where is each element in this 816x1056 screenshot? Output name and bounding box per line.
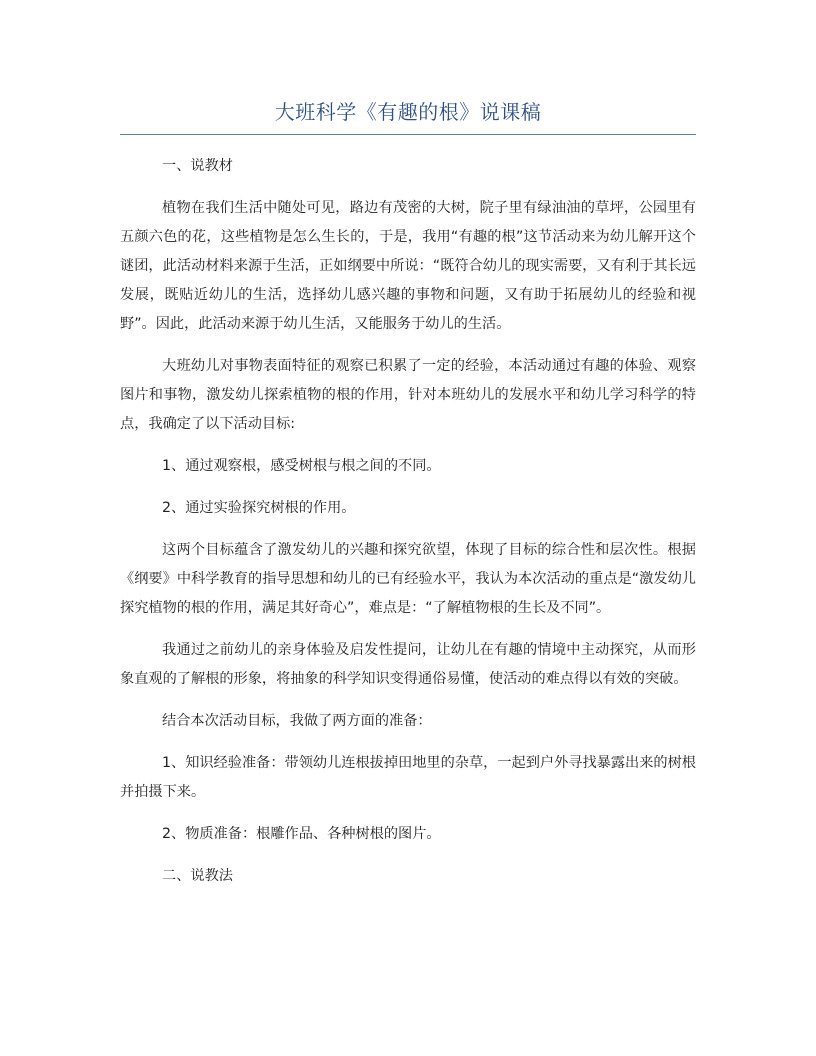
section-heading: 二、说教法 [162,868,233,884]
list-item: 2、通过实验探究树根的作用。 [162,500,356,516]
document-title: 大班科学《有趣的根》说课稿 [274,100,542,124]
section-heading: 一、说教材 [162,158,233,174]
paragraph: 这两个目标蕴含了激发幼儿的兴趣和探究欲望，体现了目标的综合性和层次性。根据《纲要》中科学教育的指导思想和幼儿的已有经验水平，我认为本次活动的重点是“激发幼儿探究植物的根的作用，满足其好奇心”，难点是：“了解植物根的生长及不同”。 [120,542,696,616]
paragraph: 结合本次活动目标，我做了两方面的准备： [162,713,432,729]
title-divider [120,134,696,135]
paragraph: 大班幼儿对事物表面特征的观察已积累了一定的经验，本活动通过有趣的体验、观察图片和事物，激发幼儿探索植物的根的作用，针对本班幼儿的发展水平和幼儿学习科学的特点，我确定了以下活动目标: [120,358,696,432]
list-item: 1、通过观察根，感受树根与根之间的不同。 [162,458,441,474]
paragraph: 植物在我们生活中随处可见，路边有茂密的大树，院子里有绿油油的草坪，公园里有五颜六色的花，这些植物是怎么生长的，于是，我用“有趣的根”这节活动来为幼儿解开这个谜团，此活动材料来源于生活，正如纲要中所说：“既符合幼儿的现实需要，又有利于其长远发展，既贴近幼儿的生活，选择幼儿感兴趣的事物和问题，又有助于拓展幼儿的经验和视野”。因此，此活动来源于幼儿生活，又能服务于幼儿的生活。 [120,200,696,332]
paragraph: 我通过之前幼儿的亲身体验及启发性提问，让幼儿在有趣的情境中主动探究，从而形象直观的了解根的形象，将抽象的科学知识变得通俗易懂，使活动的难点得以有效的突破。 [120,642,696,687]
list-item: 1、知识经验准备：带领幼儿连根拔掉田地里的杂草，一起到户外寻找暴露出来的树根并拍摄下来。 [120,755,696,800]
document-body [120,152,696,904]
list-item: 2、物质准备：根雕作品、各种树根的图片。 [162,826,441,842]
